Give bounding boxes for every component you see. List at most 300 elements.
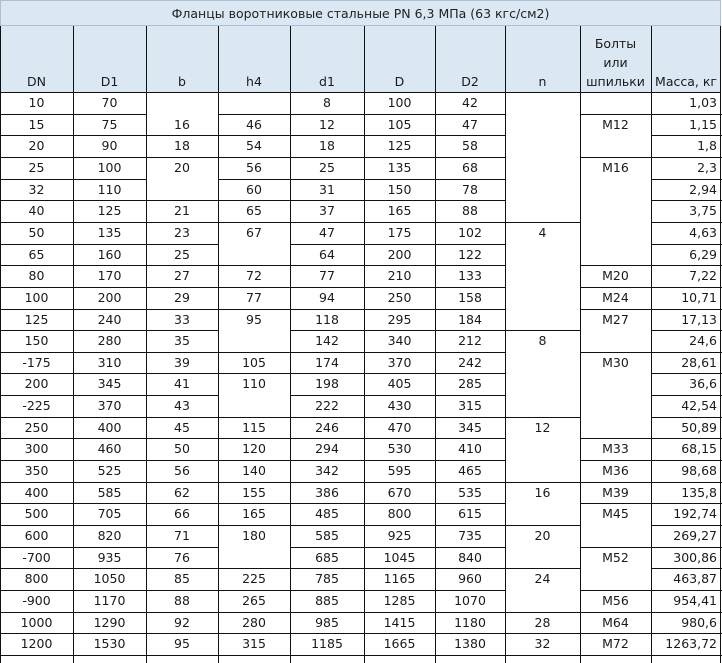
cell-d1-inner: 37: [319, 203, 335, 219]
header-d: D: [394, 74, 405, 89]
cell-b: 95: [174, 636, 190, 652]
grid-hline: [73, 222, 147, 223]
cell-mass: 954,41: [673, 592, 717, 608]
cell-dn: -700: [22, 549, 51, 565]
cell-h4: 165: [242, 506, 266, 522]
grid-hline: [435, 200, 506, 201]
grid-hline: [218, 633, 291, 634]
grid-hline: [651, 157, 722, 158]
grid-hline: [290, 655, 365, 656]
grid-hline: [580, 438, 652, 439]
grid-hline: [0, 114, 74, 115]
cell-d1-inner: 342: [315, 463, 339, 479]
grid-hline: [435, 655, 506, 656]
cell-d1-outer: 200: [97, 289, 122, 305]
cell-dn: 150: [24, 333, 49, 349]
cell-d: 530: [387, 441, 412, 457]
grid-hline: [505, 417, 581, 418]
grid-hline: [651, 330, 722, 331]
grid-hline: [146, 330, 219, 331]
cell-n: 8: [538, 333, 547, 349]
grid-hline: [364, 395, 436, 396]
cell-d1-inner: 174: [315, 354, 339, 370]
grid-hline: [0, 244, 74, 245]
grid-hline: [73, 633, 147, 634]
cell-d1-inner: 25: [319, 159, 335, 175]
grid-hline: [218, 590, 291, 591]
grid-hline: [73, 438, 147, 439]
cell-d: 135: [387, 159, 412, 175]
cell-h4: 56: [246, 159, 262, 175]
cell-d2: 122: [458, 246, 482, 262]
cell-mass: 1263,72: [665, 636, 717, 652]
grid-hline: [0, 395, 74, 396]
cell-b: 39: [174, 354, 190, 370]
grid-hline: [290, 265, 365, 266]
grid-hline: [218, 525, 291, 526]
cell-d1-outer: 110: [97, 181, 122, 197]
cell-d: 670: [387, 484, 412, 500]
grid-hline: [0, 525, 74, 526]
cell-d2: 315: [458, 398, 482, 414]
grid-hline: [0, 568, 74, 569]
grid-hline: [73, 157, 147, 158]
cell-mass: 2,3: [697, 159, 717, 175]
grid-hline: [364, 373, 436, 374]
grid-hline: [146, 612, 219, 613]
grid-hline: [651, 417, 722, 418]
cell-d2: 410: [458, 441, 482, 457]
cell-d2: 1180: [454, 614, 486, 630]
grid-hline: [73, 330, 147, 331]
cell-mass: 3,75: [689, 203, 717, 219]
cell-d1-outer: 1170: [93, 592, 126, 608]
grid-hline: [73, 547, 147, 548]
cell-dn: 1200: [20, 636, 53, 652]
grid-hline: [73, 395, 147, 396]
cell-d2: 47: [462, 116, 478, 132]
grid-hline: [146, 157, 219, 158]
grid-hline: [218, 222, 291, 223]
cell-dn: 32: [28, 181, 45, 197]
grid-hline: [0, 222, 74, 223]
cell-b: 41: [174, 376, 190, 392]
grid-hline: [218, 114, 291, 115]
grid-hline: [435, 503, 506, 504]
grid-hline: [364, 590, 436, 591]
grid-hline: [290, 287, 365, 288]
cell-mass: 269,27: [673, 528, 717, 543]
grid-hline: [218, 503, 291, 504]
grid-hline: [0, 482, 74, 483]
grid-hline: [651, 265, 722, 266]
cell-d1-inner: 685: [315, 549, 339, 565]
grid-hline: [435, 482, 506, 483]
grid-hline: [435, 352, 506, 353]
grid-hline: [505, 612, 581, 613]
grid-hline: [651, 200, 722, 201]
cell-d1-outer: 70: [101, 95, 118, 110]
cell-b: 35: [174, 333, 190, 349]
grid-hline: [73, 179, 147, 180]
cell-d1-inner: 386: [315, 484, 339, 500]
header-h4: h4: [246, 74, 262, 89]
grid-hline: [651, 309, 722, 310]
grid-hline: [364, 503, 436, 504]
grid-hline: [146, 287, 219, 288]
grid-hline: [0, 373, 74, 374]
cell-d1-outer: 280: [97, 333, 122, 349]
grid-hline: [580, 547, 652, 548]
grid-hline: [0, 330, 74, 331]
grid-hline: [505, 482, 581, 483]
cell-bolts: M27: [602, 311, 629, 327]
grid-hline: [651, 633, 722, 634]
cell-d1-inner: 485: [315, 506, 339, 522]
grid-hline: [218, 157, 291, 158]
cell-d2: 133: [458, 268, 482, 284]
grid-hline: [218, 417, 291, 418]
grid-hline: [364, 287, 436, 288]
cell-d: 105: [387, 116, 412, 132]
cell-mass: 17,13: [681, 311, 717, 327]
cell-mass: 1,8: [697, 138, 717, 154]
cell-mass: 4,63: [689, 224, 717, 240]
grid-hline: [505, 222, 581, 223]
grid-hline: [218, 200, 291, 201]
cell-d1-inner: 785: [315, 571, 339, 587]
grid-hline: [146, 373, 219, 374]
cell-d: 470: [387, 419, 412, 435]
grid-hline: [364, 179, 436, 180]
header-n: n: [538, 74, 547, 89]
grid-hline: [435, 222, 506, 223]
cell-dn: 300: [24, 441, 49, 457]
grid-hline: [0, 179, 74, 180]
cell-mass: 68,15: [681, 441, 717, 457]
grid-hline: [364, 568, 436, 569]
grid-hline: [651, 503, 722, 504]
grid-hline: [218, 460, 291, 461]
grid-hline: [218, 287, 291, 288]
grid-hline: [73, 135, 147, 136]
grid-hline: [218, 438, 291, 439]
grid-hline: [146, 135, 219, 136]
cell-d2: 615: [458, 506, 482, 522]
grid-hline: [364, 352, 436, 353]
grid-hline: [73, 265, 147, 266]
grid-hline: [364, 525, 436, 526]
cell-d2: 68: [462, 159, 478, 175]
cell-d1-outer: 585: [97, 484, 122, 500]
grid-hline: [364, 438, 436, 439]
header-bolts-line: Болты: [594, 36, 637, 51]
cell-n: 28: [534, 614, 551, 630]
grid-hline: [580, 612, 652, 613]
grid-hline: [73, 287, 147, 288]
grid-hline: [146, 244, 219, 245]
grid-hline: [0, 92, 721, 93]
cell-bolts: M56: [602, 592, 629, 608]
cell-dn: 125: [24, 311, 49, 327]
grid-hline: [290, 352, 365, 353]
cell-b: 33: [174, 311, 190, 327]
grid-hline: [73, 503, 147, 504]
grid-hline: [218, 265, 291, 266]
cell-d1-inner: 1185: [311, 636, 343, 652]
cell-dn: 100: [24, 289, 49, 305]
grid-hline: [146, 633, 219, 634]
cell-h4: 265: [242, 592, 266, 608]
grid-hline: [146, 503, 219, 504]
cell-d2: 535: [458, 484, 482, 500]
cell-d: 250: [387, 289, 412, 305]
grid-hline: [290, 244, 365, 245]
cell-d1-outer: 345: [97, 376, 122, 392]
grid-hline: [435, 395, 506, 396]
cell-n: 24: [534, 571, 551, 587]
grid-hline: [364, 200, 436, 201]
cell-d: 405: [387, 376, 412, 392]
grid-hline: [435, 417, 506, 418]
cell-d2: 735: [458, 528, 482, 543]
cell-h4: 115: [242, 419, 266, 435]
grid-hline: [505, 633, 581, 634]
cell-b: 92: [174, 614, 190, 630]
grid-hline: [580, 309, 652, 310]
grid-hline: [290, 395, 365, 396]
grid-hline: [290, 114, 365, 115]
cell-d1-inner: 77: [319, 268, 335, 284]
cell-h4: 120: [242, 441, 266, 457]
grid-hline: [580, 157, 652, 158]
grid-hline: [435, 265, 506, 266]
cell-d: 595: [387, 463, 412, 479]
grid-hline: [146, 525, 219, 526]
cell-d1-outer: 400: [97, 419, 122, 435]
cell-b: 45: [174, 419, 190, 435]
cell-bolts: M39: [602, 484, 629, 500]
grid-hline: [290, 330, 365, 331]
grid-hline: [364, 482, 436, 483]
grid-hline: [505, 568, 581, 569]
grid-hline: [146, 460, 219, 461]
cell-h4: 105: [242, 354, 266, 370]
grid-hline: [73, 655, 147, 656]
cell-dn: 25: [28, 159, 45, 175]
cell-n: 12: [534, 419, 551, 435]
cell-mass: 1,15: [689, 116, 717, 132]
cell-d: 165: [387, 203, 412, 219]
cell-mass: 50,89: [681, 419, 717, 435]
cell-dn: 65: [28, 246, 45, 262]
grid-hline: [435, 525, 506, 526]
cell-h4: 140: [242, 463, 266, 479]
grid-hline: [290, 568, 365, 569]
cell-d1-inner: 885: [315, 592, 339, 608]
grid-hline: [364, 330, 436, 331]
grid-hline: [435, 309, 506, 310]
grid-hline: [364, 460, 436, 461]
grid-hline: [435, 633, 506, 634]
cell-dn: 800: [24, 571, 49, 587]
grid-hline: [290, 222, 365, 223]
grid-hline: [580, 482, 652, 483]
cell-dn: 50: [28, 224, 45, 240]
cell-d2: 1070: [454, 592, 486, 608]
grid-hline: [290, 179, 365, 180]
grid-hline: [73, 612, 147, 613]
cell-d1-inner: 118: [315, 311, 339, 327]
cell-d: 1165: [383, 571, 416, 587]
cell-d1-outer: 125: [97, 203, 122, 219]
cell-d2: 345: [458, 419, 482, 435]
cell-mass: 98,68: [681, 463, 717, 479]
cell-d: 925: [387, 528, 412, 543]
cell-d1-outer: 90: [101, 138, 118, 154]
cell-d2: 242: [458, 354, 482, 370]
grid-hline: [580, 460, 652, 461]
cell-d1-inner: 94: [319, 289, 335, 305]
cell-mass: 36,6: [689, 376, 717, 392]
grid-hline: [435, 157, 506, 158]
grid-hline: [580, 655, 652, 656]
table-title: Фланцы воротниковые стальные PN 6,3 МПа (63 кгс/см2): [171, 6, 550, 21]
grid-hline: [290, 373, 365, 374]
cell-d1-inner: 222: [315, 398, 339, 414]
cell-dn: 200: [24, 376, 49, 392]
grid-hline: [290, 503, 365, 504]
cell-h4: 77: [246, 289, 262, 305]
cell-d2: 465: [458, 463, 482, 479]
grid-hline: [146, 309, 219, 310]
grid-hline: [290, 590, 365, 591]
grid-hline: [651, 547, 722, 548]
cell-d2: 58: [462, 138, 478, 154]
cell-d1-outer: 525: [97, 463, 122, 479]
cell-d1-inner: 12: [319, 116, 335, 132]
cell-mass: 300,86: [673, 549, 717, 565]
cell-bolts: M52: [602, 549, 629, 565]
cell-b: 29: [174, 289, 190, 305]
cell-d: 175: [387, 224, 412, 240]
grid-hline: [580, 503, 652, 504]
cell-mass: 24,6: [689, 333, 717, 349]
grid-hline: [0, 417, 74, 418]
grid-hline: [364, 244, 436, 245]
grid-hline: [435, 438, 506, 439]
header-bolts-line: шпильки: [586, 74, 645, 89]
cell-b: 56: [174, 463, 190, 479]
cell-b: 71: [174, 528, 190, 543]
cell-d2: 78: [462, 181, 478, 197]
grid-hline: [435, 590, 506, 591]
grid-hline: [146, 222, 219, 223]
grid-hline: [290, 157, 365, 158]
cell-bolts: M33: [602, 441, 629, 457]
cell-d1-outer: 460: [97, 441, 122, 457]
grid-hline: [0, 655, 74, 656]
grid-hline: [505, 655, 581, 656]
grid-hline: [73, 352, 147, 353]
cell-d1-outer: 310: [97, 354, 122, 370]
cell-h4: 54: [246, 138, 262, 154]
grid-hline: [218, 135, 291, 136]
cell-d: 340: [387, 333, 412, 349]
grid-hline: [146, 438, 219, 439]
grid-hline: [651, 460, 722, 461]
grid-hline: [290, 309, 365, 310]
grid-hline: [580, 265, 652, 266]
grid-hline: [146, 417, 219, 418]
cell-d1-outer: 1530: [93, 636, 126, 652]
cell-b: 21: [174, 203, 190, 219]
grid-hline: [651, 568, 722, 569]
grid-hline: [580, 633, 652, 634]
cell-b: 85: [174, 571, 190, 587]
grid-hline: [651, 438, 722, 439]
grid-hline: [364, 114, 436, 115]
grid-hline: [435, 330, 506, 331]
grid-hline: [290, 200, 365, 201]
cell-d1-inner: 31: [319, 181, 335, 197]
grid-hline: [0, 460, 74, 461]
grid-hline: [651, 287, 722, 288]
cell-bolts: M24: [602, 289, 629, 305]
header-d1-outer: D1: [100, 74, 119, 89]
cell-h4: 225: [242, 571, 266, 587]
cell-dn: 20: [28, 138, 45, 154]
grid-hline: [364, 309, 436, 310]
grid-hline: [435, 612, 506, 613]
grid-hline: [651, 114, 722, 115]
cell-mass: 7,22: [689, 268, 717, 284]
grid-hline: [580, 287, 652, 288]
cell-d1-inner: 47: [319, 224, 335, 240]
cell-d: 150: [387, 181, 412, 197]
cell-d1-outer: 820: [97, 528, 122, 543]
grid-hline: [0, 633, 74, 634]
cell-b: 20: [174, 159, 190, 175]
cell-d1-outer: 135: [97, 224, 122, 240]
cell-n: 4: [538, 224, 547, 240]
grid-hline: [0, 157, 74, 158]
cell-d1-outer: 1050: [93, 571, 126, 587]
grid-hline: [73, 460, 147, 461]
cell-dn: -900: [22, 592, 51, 608]
cell-h4: 65: [246, 203, 262, 219]
cell-b: 27: [174, 268, 190, 284]
cell-dn: 10: [28, 95, 45, 110]
cell-h4: 95: [246, 311, 262, 327]
grid-hline: [364, 135, 436, 136]
grid-hline: [364, 612, 436, 613]
cell-h4: 180: [242, 528, 266, 543]
grid-hline: [0, 547, 74, 548]
cell-b: 16: [174, 116, 190, 132]
grid-hline: [146, 352, 219, 353]
grid-hline: [651, 590, 722, 591]
grid-hline: [435, 287, 506, 288]
cell-d2: 158: [458, 289, 482, 305]
cell-b: 43: [174, 398, 190, 414]
table-title-bar: [0, 0, 721, 26]
grid-hline: [218, 309, 291, 310]
header-d2: D2: [461, 74, 479, 89]
grid-hline: [218, 655, 291, 656]
grid-hline: [146, 568, 219, 569]
cell-b: 18: [174, 138, 190, 154]
